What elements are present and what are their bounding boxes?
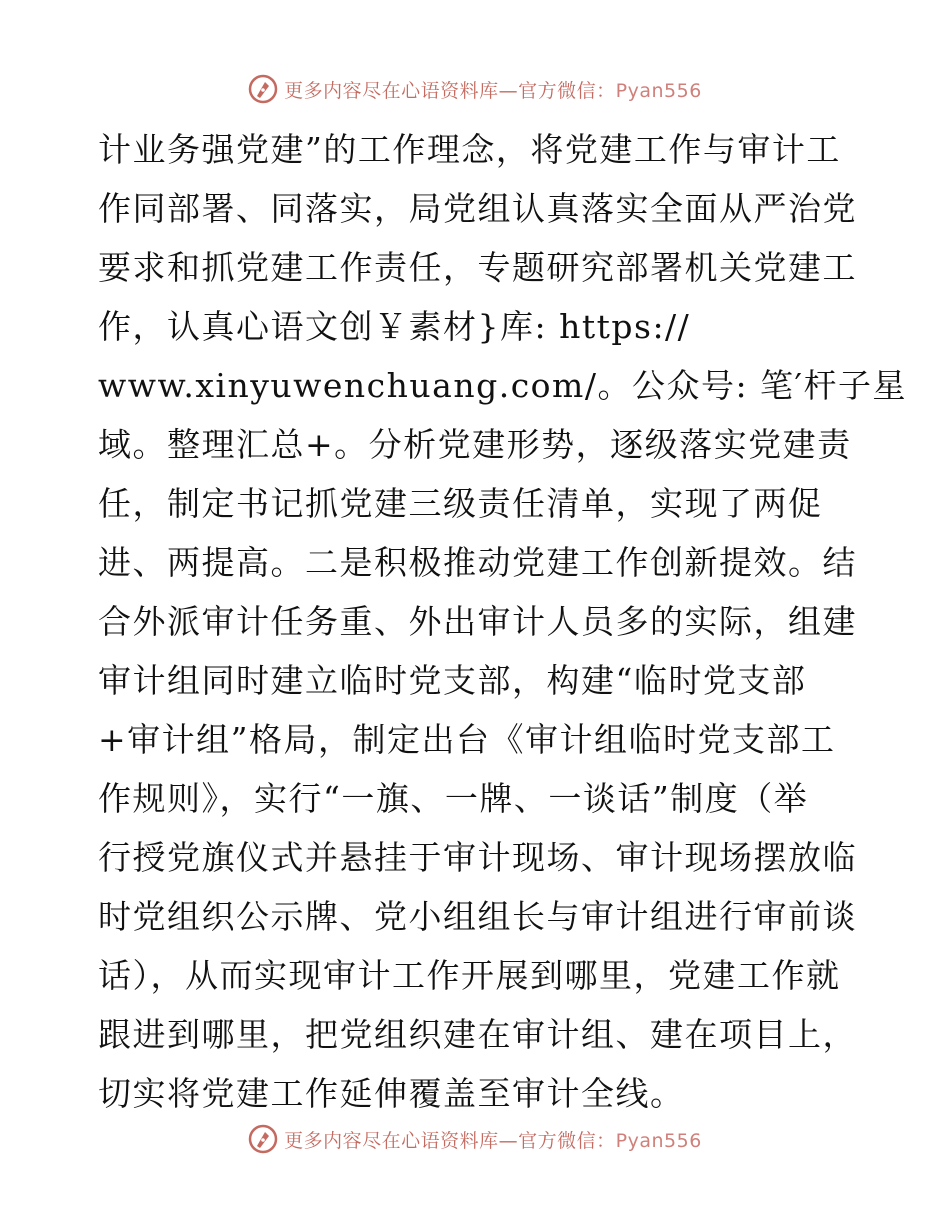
text-line: 域。整理汇总+。分析党建形势，逐级落实党建责	[98, 425, 852, 464]
text-line: 跟进到哪里，把党组织建在审计组、建在项目上，	[98, 1015, 857, 1054]
document-body	[98, 120, 908, 1123]
text-line: 要求和抓党建工作责任，专题研究部署机关党建工	[98, 248, 857, 287]
watermark-wechat-id: Pyan556	[615, 79, 702, 102]
text-line: 计业务强党建”的工作理念，将党建工作与审计工	[98, 130, 841, 169]
text-line: 审计组同时建立临时党支部，构建“临时党支部	[98, 661, 807, 700]
text-line: 任，制定书记抓党建三级责任清单，实现了两促	[98, 484, 823, 523]
text-line: 进、两提高。二是积极推动党建工作创新提效。结	[98, 543, 857, 582]
watermark-text: 更多内容尽在心语资料库—官方微信：Pyan556	[284, 1129, 702, 1152]
text-line: www.xinyuwenchuang.com/。公众号: 笔′杆子星	[98, 366, 908, 405]
text-line: 时党组织公示牌、党小组组长与审计组进行审前谈	[98, 897, 857, 936]
text-line: 切实将党建工作延伸覆盖至审计全线。	[98, 1074, 685, 1113]
watermark-text: 更多内容尽在心语资料库—官方微信：Pyan556	[284, 79, 702, 102]
pen-nib-logo-icon	[248, 1124, 278, 1154]
text-line: 作同部署、同落实，局党组认真落实全面从严治党	[98, 189, 857, 228]
header-watermark	[0, 74, 950, 104]
text-line: +审计组”格局，制定出台《审计组临时党支部工	[98, 720, 836, 759]
text-line: 合外派审计任务重、外出审计人员多的实际，组建	[98, 602, 857, 641]
text-line: 话），从而实现审计工作开展到哪里，党建工作就	[98, 956, 841, 995]
pen-nib-logo-icon	[248, 74, 278, 104]
footer-watermark	[0, 1124, 950, 1154]
watermark-wechat-id: Pyan556	[615, 1129, 702, 1152]
text-line: 行授党旗仪式并悬挂于审计现场、审计现场摆放临	[98, 838, 857, 877]
text-line: 作规则》，实行“一旗、一牌、一谈话”制度（举	[98, 779, 809, 818]
text-line: 作，认真心语文创￥素材}库: https://	[98, 307, 691, 346]
